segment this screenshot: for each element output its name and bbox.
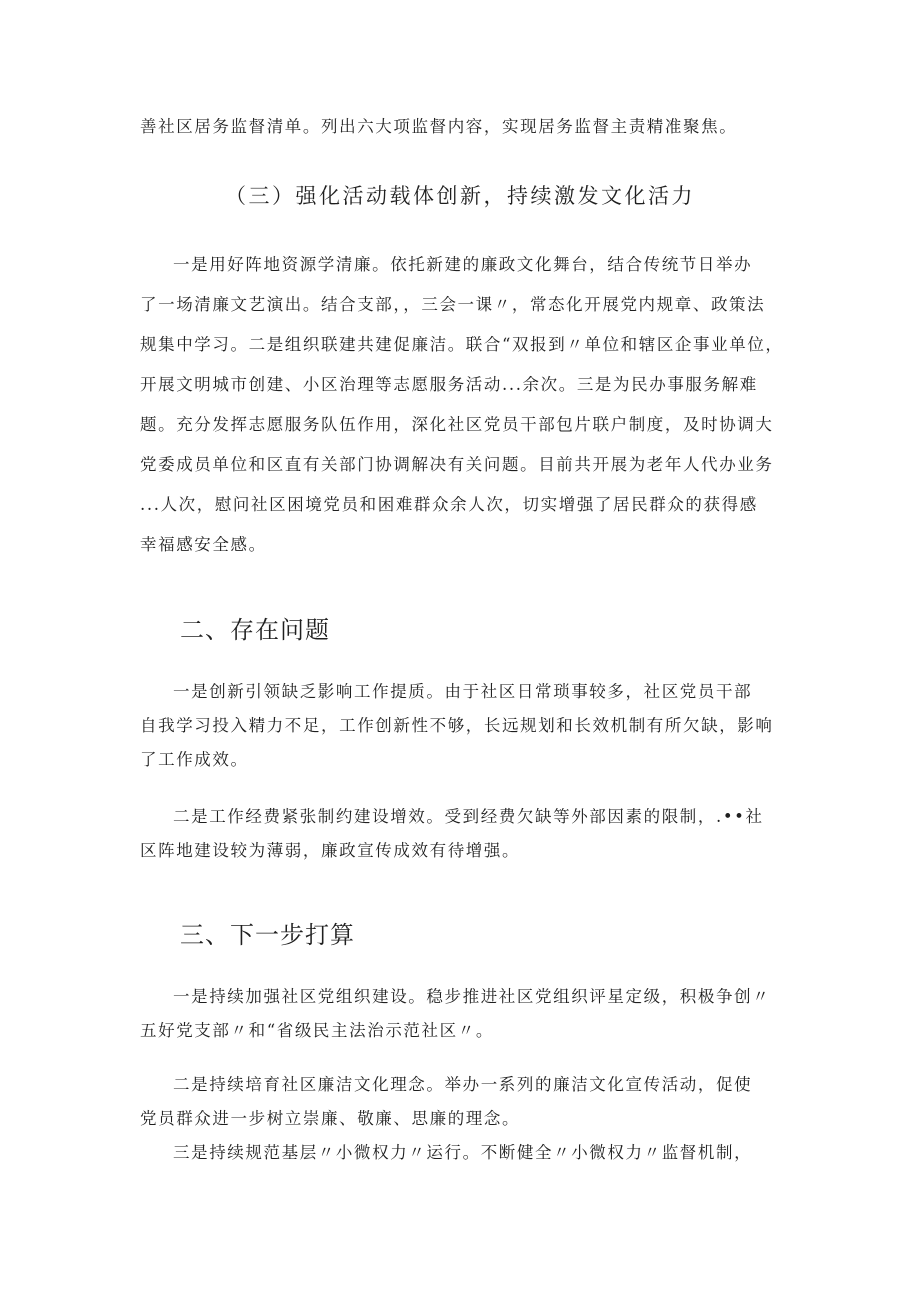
paragraph-top-continuation	[140, 110, 785, 144]
text-line: 党员群众进一步树立崇廉、敬廉、思廉的理念。	[140, 1109, 521, 1128]
text-line: 规集中学习。二是组织联建共建促廉洁。联合“双报到〃单位和辖区企事业单位，	[140, 335, 784, 354]
text-line: 善社区居务监督清单。列出六大项监督内容，实现居务监督主责精准聚焦。	[140, 117, 738, 136]
text-line: ...人次，慰问社区困境党员和困难群众余人次，切实增强了居民群众的获得感	[140, 495, 758, 514]
text-line: 自我学习投入精力不足，工作创新性不够，长远规划和长效机制有所欠缺，影响	[140, 716, 774, 735]
text-line: 题。充分发挥志愿服务队伍作用，深化社区党员干部包片联户制度，及时协调大	[140, 415, 774, 434]
text-line: 二是工作经费紧张制约建设增效。受到经费欠缺等外部因素的限制，.••社	[173, 807, 764, 826]
text-line: 党委成员单位和区直有关部门协调解决有关问题。目前共开展为老年人代办业务	[140, 455, 774, 474]
text-line: 开展文明城市创建、小区治理等志愿服务活动...余次。三是为民办事服务解难	[140, 375, 758, 394]
paragraph-next-2	[140, 1068, 785, 1136]
text-line: 一是创新引领缺乏影响工作提质。由于社区日常琐事较多，社区党员干部	[173, 682, 753, 701]
text-line: 了工作成效。	[140, 750, 249, 769]
heading-next-steps: 三、下一步打算	[180, 921, 355, 949]
paragraph-next-3	[140, 1136, 785, 1170]
text-line: 了一场清廉文艺演出。结合支部，，三会一课〃，常态化开展党内规章、政策法	[140, 295, 766, 314]
text-line: 区阵地建设较为薄弱，廉政宣传成效有待增强。	[140, 841, 521, 860]
paragraph-problem-1	[140, 675, 785, 777]
text-line: 五好党支部〃和“省级民主法治示范社区〃。	[140, 1021, 494, 1040]
paragraph-activity	[140, 245, 785, 565]
paragraph-problem-2	[140, 800, 785, 868]
section-heading-activity: （三）强化活动载体创新，持续激发文化活力	[225, 184, 695, 208]
heading-problems: 二、存在问题	[180, 616, 330, 644]
text-line: 幸福感安全感。	[140, 535, 267, 554]
paragraph-next-1	[140, 980, 785, 1048]
text-line: 一是持续加强社区党组织建设。稳步推进社区党组织评星定级，积极争创〃	[173, 987, 771, 1006]
text-line: 三是持续规范基层〃小微权力〃运行。不断健全〃小微权力〃监督机制，	[173, 1143, 753, 1162]
text-line: 一是用好阵地资源学清廉。依托新建的廉政文化舞台，结合传统节日举办	[173, 255, 753, 274]
text-line: 二是持续培育社区廉洁文化理念。举办一系列的廉洁文化宣传活动，促使	[173, 1075, 753, 1094]
